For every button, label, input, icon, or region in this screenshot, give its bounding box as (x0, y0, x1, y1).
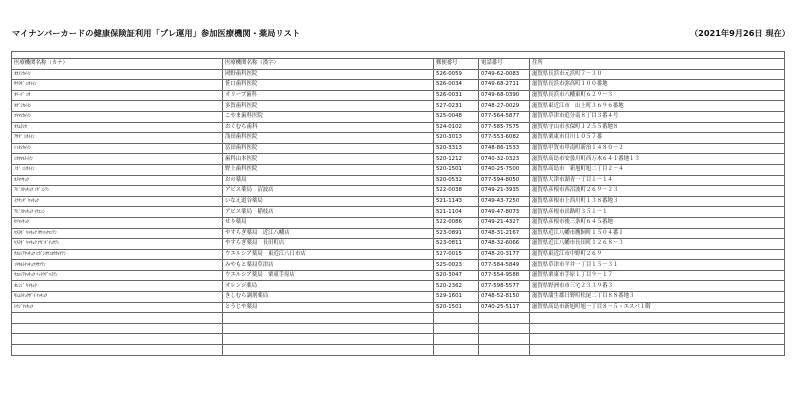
cell-phone: 0748-20-3177 (479, 249, 530, 260)
empty-cell (434, 334, 479, 345)
cell-phone: 0749-68-2711 (479, 80, 530, 91)
table-row (12, 302, 785, 313)
table-row (12, 111, 785, 122)
cell-kana-name: ｱｻﾀﾞ ｼｶｲｲﾝ (12, 133, 223, 144)
cell-kanji-name: おくむら歯科 (223, 122, 434, 133)
cell-phone: 0748-52-8150 (479, 292, 530, 303)
cell-kana-name: ｵﾘｰﾌﾞ ｼｶ (12, 90, 223, 101)
table-row (12, 249, 785, 260)
table-body (12, 69, 785, 355)
cell-address: 滋賀県野洲市市三宅２３３９番３ (530, 281, 785, 292)
cell-postal-code: 520-0532 (434, 175, 479, 186)
table-row (12, 69, 785, 80)
cell-address: 滋賀県近江八幡市鷹飼町１５０４番１ (530, 228, 785, 239)
empty-cell (530, 345, 785, 356)
cell-kana-name: ｳｴﾙｼｱﾔｯｷｮｸ ﾘｯﾄｳﾃﾞﾊﾗﾃﾝ (12, 270, 223, 281)
cell-phone: 0748-31-2167 (479, 228, 530, 239)
cell-phone: 077-564-5877 (479, 111, 530, 122)
cell-phone: 0740-25-7500 (479, 164, 530, 175)
cell-postal-code: 520-1501 (434, 164, 479, 175)
empty-cell (223, 334, 434, 345)
column-header-kanji-name: 医療機関名称（漢字） (223, 59, 434, 70)
cell-kanji-name: 野上歯科医院 (223, 164, 434, 175)
cell-phone: 0749-62-0083 (479, 69, 530, 80)
cell-kana-name: ｳｴﾙｼｱﾔｯｷｮｸ ﾋｶﾞｼｵｳﾐﾖｳｶｲﾁﾃﾝ (12, 249, 223, 260)
cell-postal-code: 520-2362 (434, 281, 479, 292)
cell-kana-name: ｷｼﾑﾗﾁｮｳｻﾞｲ ﾔｯｷｮｸ (12, 292, 223, 303)
cell-kanji-name: ウエルシア薬局 栗東手原店 (223, 270, 434, 281)
cell-postal-code: 523-0891 (434, 228, 479, 239)
cell-address: 滋賀県彦根市後三条町６４５番地 (530, 217, 785, 228)
cell-postal-code: 523-0811 (434, 239, 479, 250)
table-row (12, 154, 785, 165)
cell-kanji-name: 岡野歯科医院 (223, 69, 434, 80)
cell-kana-name: ｾﾘﾔｯｷｮｸ (12, 217, 223, 228)
cell-kana-name: ｵｶﾉｼｶｲｲﾝ (12, 69, 223, 80)
cell-kana-name: ﾄｳｼﾞﾔｯｷｮｸ (12, 302, 223, 313)
cell-address: 滋賀県蒲生郡日野町松尾二丁目８８番地３ (530, 292, 785, 303)
cell-kanji-name: オリーブ歯科 (223, 90, 434, 101)
cell-kana-name: ﾄﾐﾀｼｶｲｲﾝ (12, 143, 223, 154)
empty-cell (434, 313, 479, 324)
empty-cell (434, 345, 479, 356)
table-row (12, 207, 785, 218)
cell-kanji-name: 笹口歯科医院 (223, 80, 434, 91)
header-spacer-row (12, 52, 785, 59)
table-row (12, 196, 785, 207)
cell-kana-name: ｻｸﾗｷﾞ ｼｶｲｲﾝ (12, 80, 223, 91)
column-header-address: 住所 (530, 59, 785, 70)
table-row (12, 228, 785, 239)
cell-postal-code: 525-0023 (434, 260, 479, 271)
table-row (12, 122, 785, 133)
table-row (12, 80, 785, 91)
cell-phone: 0748-86-1533 (479, 143, 530, 154)
cell-kana-name: ｵｸﾑﾗｼｶ (12, 122, 223, 133)
cell-kana-name: ｵﾉﾔﾂｷｮｸ (12, 175, 223, 186)
cell-kanji-name: 冨田歯科医院 (223, 143, 434, 154)
facility-table (11, 51, 785, 356)
empty-cell (479, 334, 530, 345)
cell-address: 滋賀県大津市湖青一丁目１－１４ (530, 175, 785, 186)
cell-address: 滋賀県彦根市上西川町１３８番地３ (530, 196, 785, 207)
cell-kanji-name: 多賀歯科医院 (223, 101, 434, 112)
cell-phone: 077-553-6082 (479, 133, 530, 144)
empty-row (12, 345, 785, 356)
cell-phone: 0740-32-0323 (479, 154, 530, 165)
table-row (12, 175, 785, 186)
cell-kanji-name: ウエルシア薬局 東近江八日市店 (223, 249, 434, 260)
cell-postal-code: 522-0086 (434, 217, 479, 228)
cell-phone: 077-598-5577 (479, 281, 530, 292)
cell-kanji-name: きしむら調剤薬局 (223, 292, 434, 303)
cell-kanji-name: せり薬局 (223, 217, 434, 228)
cell-phone: 0749-43-7250 (479, 196, 530, 207)
empty-cell (223, 345, 434, 356)
table-row (12, 217, 785, 228)
table-row (12, 101, 785, 112)
cell-kana-name: ｱﾋﾞｽﾔｯｷｮｸ ﾉﾀﾞﾐﾝﾃﾝ (12, 186, 223, 197)
cell-postal-code: 520-3047 (434, 270, 479, 281)
cell-kanji-name: みやもと薬局草津店 (223, 260, 434, 271)
empty-cell (530, 323, 785, 334)
empty-cell (479, 313, 530, 324)
cell-address: 滋賀県草津市平井一丁目１５－３１ (530, 260, 785, 271)
cell-phone: 0749-21-4327 (479, 217, 530, 228)
cell-address: 滋賀県彦根市出路町３５１－１ (530, 207, 785, 218)
as-of-date: （2021年9月26日 現在） (689, 28, 790, 38)
cell-kana-name: ｼｶﾔﾏﾓﾄｲｲﾝ (12, 154, 223, 165)
cell-postal-code: 527-0231 (434, 101, 479, 112)
empty-cell (479, 345, 530, 356)
cell-address: 滋賀県長浜市八幡東町６２９－３ (530, 90, 785, 101)
cell-kana-name: ﾔｽﾗｷﾞ ﾔｯｷｮｸ ﾅｶﾞﾀﾞﾁｮｳﾃﾝ (12, 239, 223, 250)
cell-address: 滋賀県守山市水保町１２５５番地８ (530, 122, 785, 133)
empty-cell (12, 334, 223, 345)
cell-kanji-name: こやま歯科医院 (223, 111, 434, 122)
empty-row (12, 323, 785, 334)
cell-phone: 0748-32-6066 (479, 239, 530, 250)
cell-kanji-name: やすらぎ薬局 近江八幡店 (223, 228, 434, 239)
cell-kana-name: ｺﾔﾏｼｶｲｲﾝ (12, 111, 223, 122)
table-row (12, 281, 785, 292)
cell-kana-name: ﾔｽﾗｷﾞ ﾔｯｷｮｸ ｵｳﾐﾊﾁﾏﾝﾃﾝ (12, 228, 223, 239)
cell-kanji-name: オレンジ薬局 (223, 281, 434, 292)
cell-postal-code: 525-0048 (434, 111, 479, 122)
cell-postal-code: 521-1104 (434, 207, 479, 218)
cell-phone: 077-594-8050 (479, 175, 530, 186)
cell-address: 滋賀県高島市新旭町旭一丁目８－５・エスパ１階 (530, 302, 785, 313)
cell-postal-code: 520-1212 (434, 154, 479, 165)
cell-postal-code: 520-1501 (434, 302, 479, 313)
cell-phone: 077-554-9588 (479, 270, 530, 281)
cell-address: 滋賀県草津市追分南８丁目３番４号 (530, 111, 785, 122)
cell-kanji-name: アビス薬局 沼波店 (223, 186, 434, 197)
column-header-phone: 電話番号 (479, 59, 530, 70)
table-row (12, 90, 785, 101)
empty-row (12, 313, 785, 324)
cell-address: 滋賀県栗東市目川１０５７番 (530, 133, 785, 144)
cell-phone: 0749-21-3935 (479, 186, 530, 197)
cell-postal-code: 526-0031 (434, 90, 479, 101)
cell-phone: 0749-47-8073 (479, 207, 530, 218)
table-row (12, 292, 785, 303)
cell-phone: 0749-68-0390 (479, 90, 530, 101)
cell-address: 滋賀県長浜市元浜町７－３０ (530, 69, 785, 80)
cell-kanji-name: おの薬局 (223, 175, 434, 186)
cell-address: 滋賀県甲賀市甲南町新治１４８０－２ (530, 143, 785, 154)
cell-postal-code: 521-1143 (434, 196, 479, 207)
header-row (12, 59, 785, 70)
empty-cell (223, 313, 434, 324)
cell-address: 滋賀県東近江市中野町２６９ (530, 249, 785, 260)
table-row (12, 133, 785, 144)
cell-address: 滋賀県高島市安曇川町西万木６４１番地１３ (530, 154, 785, 165)
empty-cell (530, 313, 785, 324)
empty-cell (530, 334, 785, 345)
cell-phone: 077-584-5849 (479, 260, 530, 271)
cell-phone: 077-585-7575 (479, 122, 530, 133)
empty-cell (434, 323, 479, 334)
cell-postal-code: 527-0015 (434, 249, 479, 260)
empty-cell (12, 345, 223, 356)
cell-postal-code: 524-0102 (434, 122, 479, 133)
cell-kanji-name: 浅田歯科医院 (223, 133, 434, 144)
cell-postal-code: 520-3313 (434, 143, 479, 154)
cell-postal-code: 526-0059 (434, 69, 479, 80)
table-row (12, 164, 785, 175)
cell-kana-name: ﾐﾔｷﾓﾄﾔｯｷｮｸｸｻﾂﾃﾝ (12, 260, 223, 271)
cell-address: 滋賀県彦根市西沼波町２６９－２３ (530, 186, 785, 197)
cell-kana-name: ｱﾋﾞｽﾔｯｷｮｸ ｲﾅｴﾐﾝ (12, 207, 223, 218)
table-row (12, 186, 785, 197)
table-row (12, 260, 785, 271)
table-row (12, 143, 785, 154)
column-header-kana-name: 医療機関名称（カナ） (12, 59, 223, 70)
cell-kanji-name: いなえ道谷薬局 (223, 196, 434, 207)
table-row (12, 239, 785, 250)
empty-row (12, 334, 785, 345)
empty-cell (479, 323, 530, 334)
cell-kanji-name: とうじや薬局 (223, 302, 434, 313)
cell-phone: 0740-25-5117 (479, 302, 530, 313)
cell-kana-name: ｲﾅｹﾝﾀﾞ ﾔｯｷｮｸ (12, 196, 223, 207)
cell-postal-code: 526-0034 (434, 80, 479, 91)
cell-kanji-name: やすらぎ薬局 長田町店 (223, 239, 434, 250)
empty-cell (12, 323, 223, 334)
cell-address: 滋賀県高島市 新旭町旭二丁目２－４ (530, 164, 785, 175)
empty-cell (223, 323, 434, 334)
cell-kanji-name: アビス薬局 稲枝店 (223, 207, 434, 218)
cell-postal-code: 520-3013 (434, 133, 479, 144)
column-header-postal-code: 郵便番号 (434, 59, 479, 70)
table-row (12, 270, 785, 281)
cell-phone: 0748-27-0029 (479, 101, 530, 112)
cell-address: 滋賀県長浜市弥高町１００番地 (530, 80, 785, 91)
cell-kana-name: ｵﾚﾝｼﾞ ﾔｯｷｮｸ (12, 281, 223, 292)
cell-postal-code: 522-0038 (434, 186, 479, 197)
cell-kana-name: ﾀｶﾞｼｶｲｲﾝ (12, 101, 223, 112)
cell-postal-code: 529-1601 (434, 292, 479, 303)
cell-address: 滋賀県東近江市 山上町３６９６番地 (530, 101, 785, 112)
cell-address: 滋賀県栗東市手原１丁目９－１７ (530, 270, 785, 281)
cell-address: 滋賀県近江八幡市長田町１２６８－３ (530, 239, 785, 250)
document-title: マイナンバーカードの健康保険証利用「プレ運用」参加医療機関・薬局リスト (12, 28, 301, 38)
cell-kanji-name: 歯科山本医院 (223, 154, 434, 165)
cell-kana-name: ﾉｶﾞ ﾐｼｶｲｲﾝ (12, 164, 223, 175)
empty-cell (12, 313, 223, 324)
